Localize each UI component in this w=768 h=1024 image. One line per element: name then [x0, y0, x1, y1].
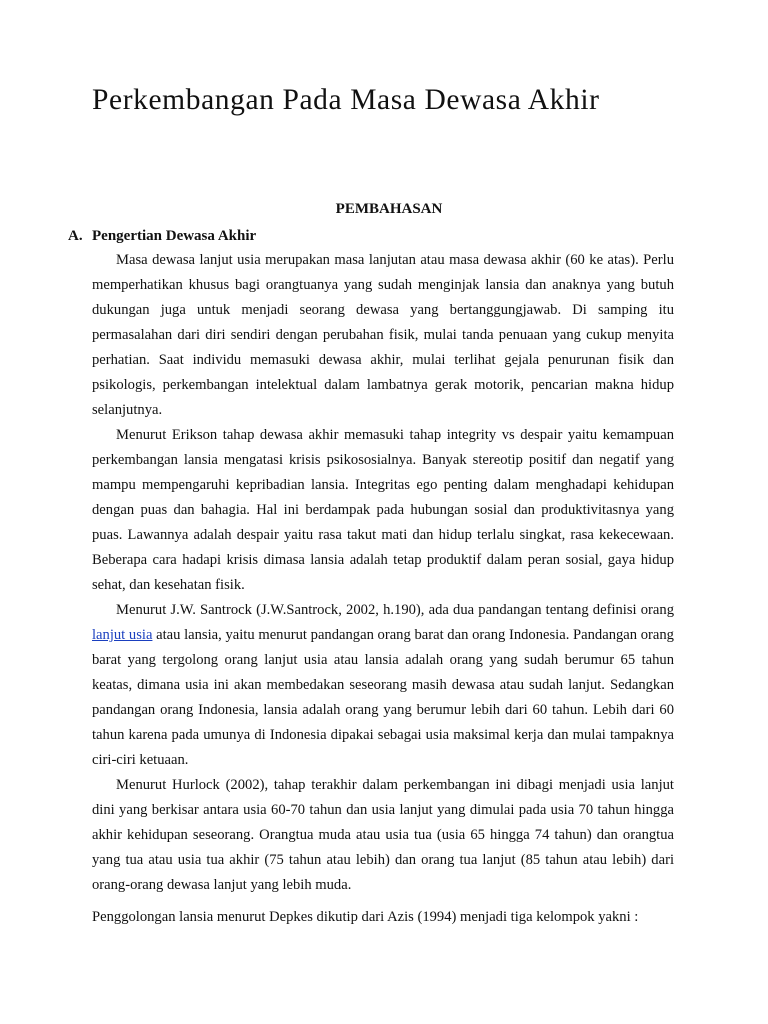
santrock-text-before-link: Menurut J.W. Santrock (J.W.Santrock, 2002, h.190), ada dua pandangan tentang definisi orang — [116, 602, 674, 618]
paragraph-definition: Masa dewasa lanjut usia merupakan masa lanjutan atau masa dewasa akhir (60 ke atas). Perlu memperhatikan khusus bagi orangtuanya yang sudah menginjak lansia dan anaknya yang butuh dukungan juga untuk menjadi seorang dewasa yang bertanggungjawab. Di samping itu permasalahan dari diri sendiri dengan perubahan fisik, mulai tanda penuaan yang cukup menyita perhatian. Saat individu memasuki dewasa akhir, mulai terlihat gejala penurunan fisik dan psikologis, perkembangan intelektual dalam lambatnya gerak motorik, pencarian makna hidup selanjutnya. — [92, 252, 674, 418]
closing-line: Penggolongan lansia menurut Depkes dikutip dari Azis (1994) menjadi tiga kelompok yakni : — [92, 909, 639, 925]
paragraph-erikson: Menurut Erikson tahap dewasa akhir memasuki tahap integrity vs despair yaitu kemampuan perkembangan lansia mengatasi krisis psikososialnya. Banyak stereotip positif dan negatif yang mampu mempengaruhi kepribadian lansia. Integritas ego penting dalam menghadapi kehidupan dengan puas dan bahagia. Hal ini berdampak pada hubungan sosial dan produktivitasnya yang puas. Lawannya adalah despair yaitu rasa takut mati dan hidup terlalu singkat, rasa kekecewaan. Beberapa cara hadapi krisis dimasa lansia adalah tetap produktif dalam peran sosial, gaya hidup sehat, dan kesehatan fisik. — [92, 427, 674, 593]
lanjut-usia-link[interactable]: lanjut usia — [92, 627, 153, 643]
paragraph-santrock — [92, 598, 674, 773]
body-text — [92, 248, 674, 898]
santrock-text-after-link: atau lansia, yaitu menurut pandangan orang barat dan orang Indonesia. Pandangan orang barat yang tergolong orang lanjut usia atau lansia adalah orang yang sudah berumur 65 tahun keatas, dimana usia ini akan membedakan seseorang masih dewasa atau sudah lanjut. Sedangkan pandangan orang Indonesia, lansia adalah orang yang berumur lebih dari 60 tahun. Lebih dari 60 tahun karena pada umunya di Indonesia dipakai sebagai usia maksimal kerja dan mulai tampaknya ciri-ciri ketuaan. — [92, 627, 674, 768]
paragraph-hurlock: Menurut Hurlock (2002), tahap terakhir dalam perkembangan ini dibagi menjadi usia lanjut dini yang berkisar antara usia 60-70 tahun dan usia lanjut yang dimulai pada usia 70 tahun hingga akhir kehidupan seseorang. Orangtua muda atau usia tua (usia 65 hingga 74 tahun) dan orangtua yang tua atau usia tua akhir (75 tahun atau lebih) dan orang tua lanjut (85 tahun atau lebih) dari orang-orang dewasa lanjut yang lebih muda. — [92, 777, 674, 893]
document-title: Perkembangan Pada Masa Dewasa Akhir — [92, 84, 600, 116]
section-heading: PEMBAHASAN — [335, 201, 443, 217]
subsection-label: Pengertian Dewasa Akhir — [92, 228, 257, 244]
subsection-marker: A. — [68, 228, 83, 244]
subsection-heading — [68, 228, 256, 245]
